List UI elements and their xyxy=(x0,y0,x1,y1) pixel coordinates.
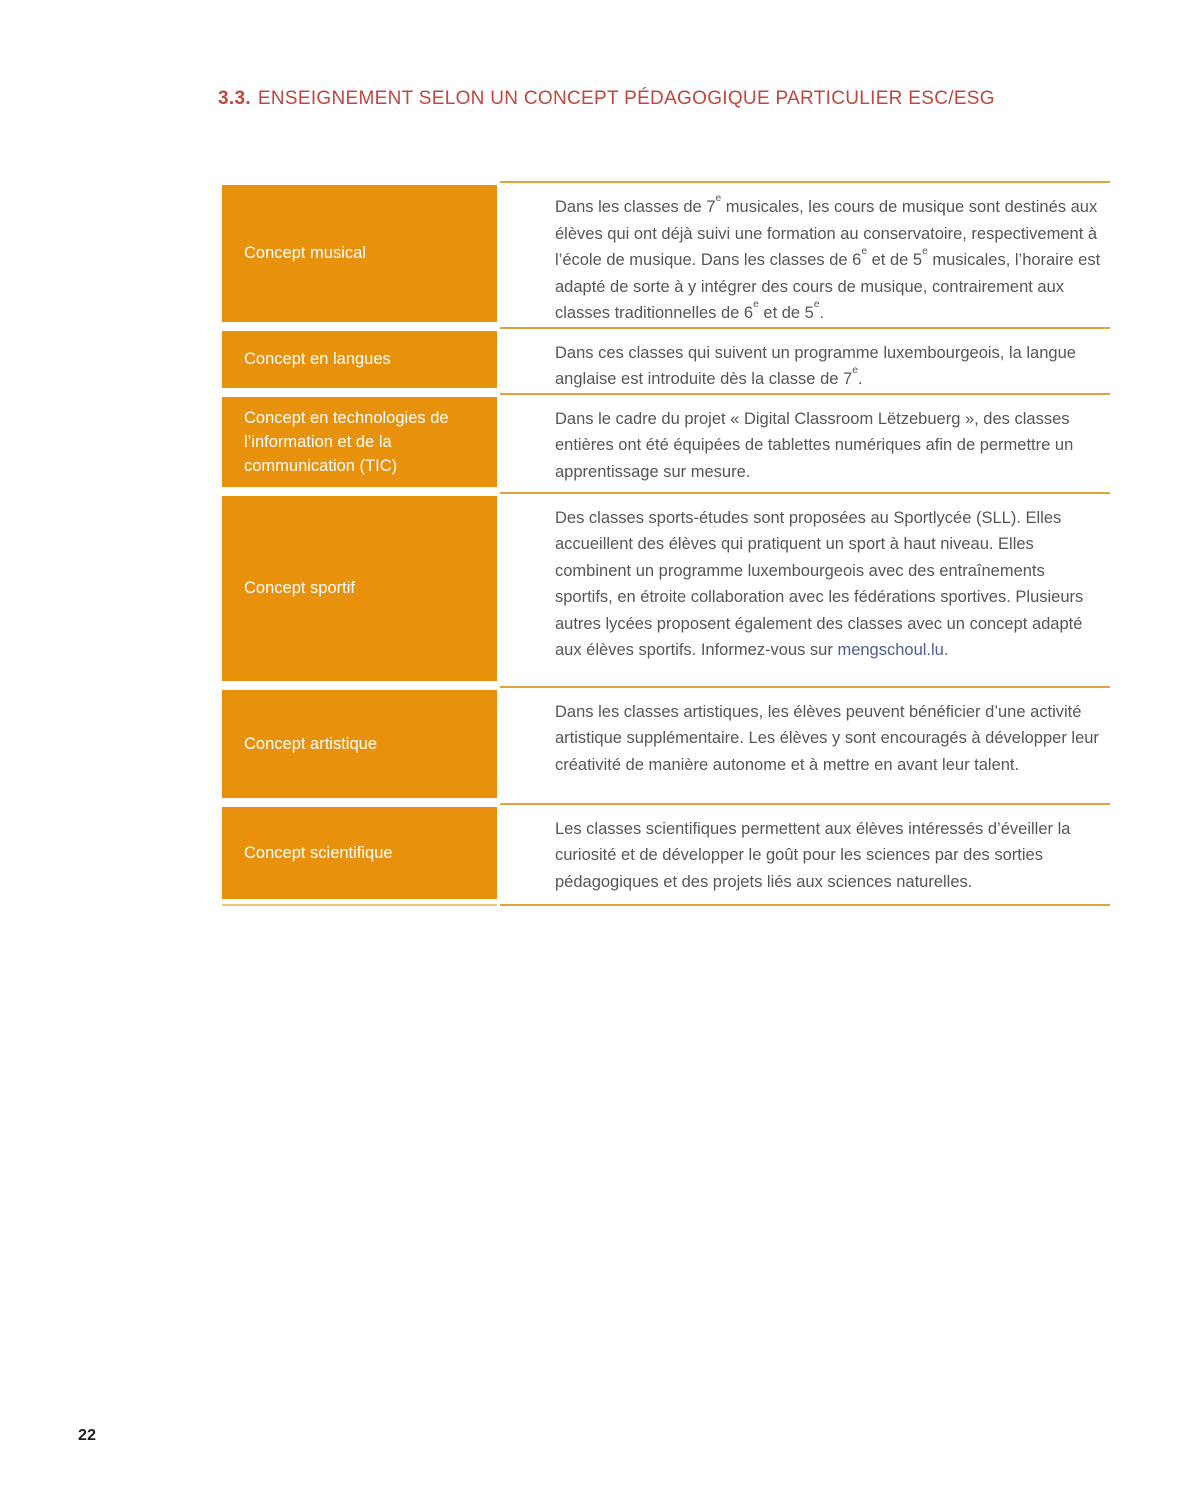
table-bottom-rule-right xyxy=(500,904,1110,906)
ordinal-superscript: e xyxy=(922,245,928,257)
section-title-text: ENSEIGNEMENT SELON UN CONCEPT PÉDAGOGIQUE PARTICULIER ESC/ESG xyxy=(257,88,995,109)
description-text: et de 5 xyxy=(758,304,814,322)
concept-description xyxy=(500,803,1110,904)
table-bottom-rule-left xyxy=(222,904,497,906)
concept-label: Concept scientifique xyxy=(222,807,497,899)
table-row xyxy=(222,181,1110,327)
table-row xyxy=(222,686,1110,803)
page-number: 22 xyxy=(78,1427,97,1444)
description-text: Dans les classes artistiques, les élèves peuvent bénéficier d’une activité artistique supplémentaire. Les élèves y sont encouragés à développer leur créativité de manière autonome et à mettre en avant leur talent. xyxy=(555,702,1099,774)
ordinal-superscript: e xyxy=(852,364,858,376)
description-text: et de 5 xyxy=(867,251,923,269)
concept-label: Concept en langues xyxy=(222,331,497,388)
ordinal-superscript: e xyxy=(861,245,868,257)
concept-label: Concept musical xyxy=(222,185,497,322)
table-row xyxy=(222,803,1110,904)
description-text: musicales, les cours de musique sont destinés aux élèves qui ont déjà suivi une formation au conservatoire, respectivement à l’école de musique. Dans les classes de 6 xyxy=(555,198,1098,269)
mengschoul-link[interactable]: mengschoul.lu. xyxy=(837,641,949,659)
ordinal-superscript: e xyxy=(753,298,759,310)
section-title xyxy=(218,88,995,110)
description-text: musicales, l’horaire est adapté de sorte à y intégrer des cours de musique, contrairement aux classes traditionnelles de 6 xyxy=(555,251,1101,322)
concept-label: Concept artistique xyxy=(222,690,497,798)
description-text: Des classes sports-études sont proposées au Sportlycée (SLL). Elles accueillent des élèves qui pratiquent un sport à haut niveau. Elles combinent un programme luxembourgeois avec des entraînements sportifs, en étroite collaboration avec les fédérations sportives. Plusieurs autres lycées proposent également des classes avec un concept adapté aux élèves sportifs. Informez-vous sur xyxy=(555,508,1084,659)
concept-description xyxy=(500,181,1110,327)
concept-description xyxy=(500,327,1110,393)
ordinal-superscript: e xyxy=(813,298,820,310)
ordinal-superscript: e xyxy=(715,192,722,204)
description-text: . xyxy=(857,370,863,388)
concept-description xyxy=(500,492,1110,686)
concept-label: Concept sportif xyxy=(222,496,497,681)
description-text: Dans les classes de 7 xyxy=(555,198,716,216)
concept-description xyxy=(500,393,1110,492)
section-number: 3.3. xyxy=(218,88,251,109)
table-row xyxy=(222,327,1110,393)
concept-description xyxy=(500,686,1110,803)
concept-table xyxy=(222,181,1110,906)
description-text: Dans le cadre du projet « Digital Classroom Lëtzebuerg », des classes entières ont été équipées de tablettes numériques afin de permettre un apprentissage sur mesure. xyxy=(555,409,1074,481)
description-text: . xyxy=(819,304,825,322)
table-row xyxy=(222,393,1110,492)
concept-label: Concept en technologies de l’information et de la communication (TIC) xyxy=(222,397,497,487)
description-text: Dans ces classes qui suivent un programme luxembourgeois, la langue anglaise est introduite dès la classe de 7 xyxy=(555,343,1076,388)
table-row xyxy=(222,492,1110,686)
description-text: Les classes scientifiques permettent aux élèves intéressés d’éveiller la curiosité et de développer le goût pour les sciences par des sorties pédagogiques et des projets liés aux sciences naturelles. xyxy=(555,819,1071,891)
table-bottom-rule xyxy=(222,904,1110,906)
